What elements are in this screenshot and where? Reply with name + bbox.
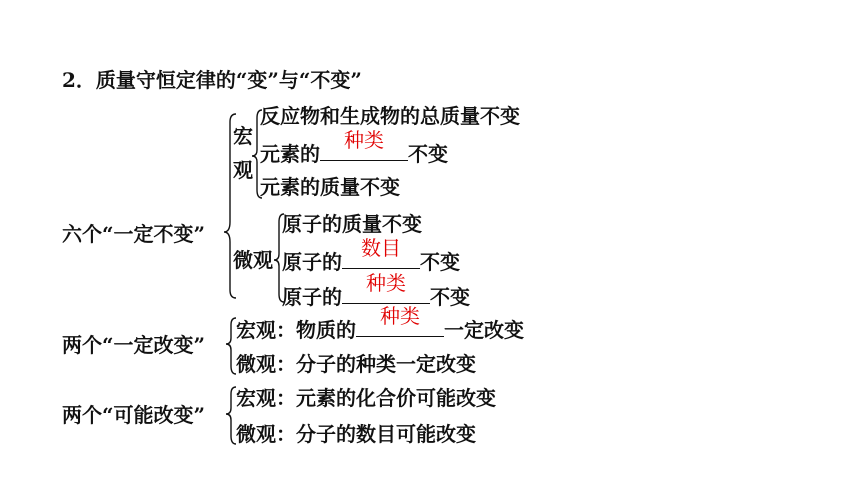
answer-blank bbox=[356, 304, 444, 337]
macro-label-bottom: 观 bbox=[233, 158, 253, 182]
micro-label: 微观 bbox=[233, 248, 273, 272]
changed-macro-prefix: 宏观：物质的 bbox=[236, 318, 356, 342]
micro-item-1: 原子的质量不变 bbox=[282, 212, 422, 236]
brace-maybe bbox=[226, 387, 236, 444]
maybe-micro: 微观：分子的数目可能改变 bbox=[236, 422, 476, 446]
answer-text: 种类 bbox=[380, 304, 420, 328]
answer-blank bbox=[320, 128, 408, 161]
answer-text: 种类 bbox=[366, 271, 406, 295]
macro-label-top: 宏 bbox=[233, 124, 253, 148]
micro-item-3-prefix: 原子的 bbox=[282, 285, 342, 309]
macro-item-2-suffix: 不变 bbox=[408, 142, 448, 166]
section-heading: 2．质量守恒定律的“变”与“不变” bbox=[62, 68, 362, 92]
changed-macro-suffix: 一定改变 bbox=[444, 318, 524, 342]
two-changed-label: 两个“一定改变” bbox=[62, 333, 206, 357]
two-maybe-label: 两个“可能改变” bbox=[62, 403, 206, 427]
answer-blank bbox=[342, 236, 420, 269]
changed-macro bbox=[236, 304, 524, 342]
changed-micro: 微观：分子的种类一定改变 bbox=[236, 352, 476, 376]
micro-item-3-suffix: 不变 bbox=[430, 285, 470, 309]
macro-item-2-prefix: 元素的 bbox=[260, 142, 320, 166]
macro-item-2 bbox=[260, 128, 448, 166]
maybe-macro: 宏观：元素的化合价可能改变 bbox=[236, 386, 496, 410]
macro-item-3: 元素的质量不变 bbox=[260, 175, 400, 199]
micro-item-2-suffix: 不变 bbox=[420, 250, 460, 274]
brace-changed bbox=[226, 318, 236, 374]
answer-text: 种类 bbox=[344, 128, 384, 152]
answer-blank bbox=[342, 271, 430, 304]
micro-item-2-prefix: 原子的 bbox=[282, 250, 342, 274]
six-unchanged-label: 六个“一定不变” bbox=[62, 222, 206, 246]
answer-text: 数目 bbox=[361, 236, 401, 260]
macro-item-1: 反应物和生成物的总质量不变 bbox=[260, 104, 520, 128]
